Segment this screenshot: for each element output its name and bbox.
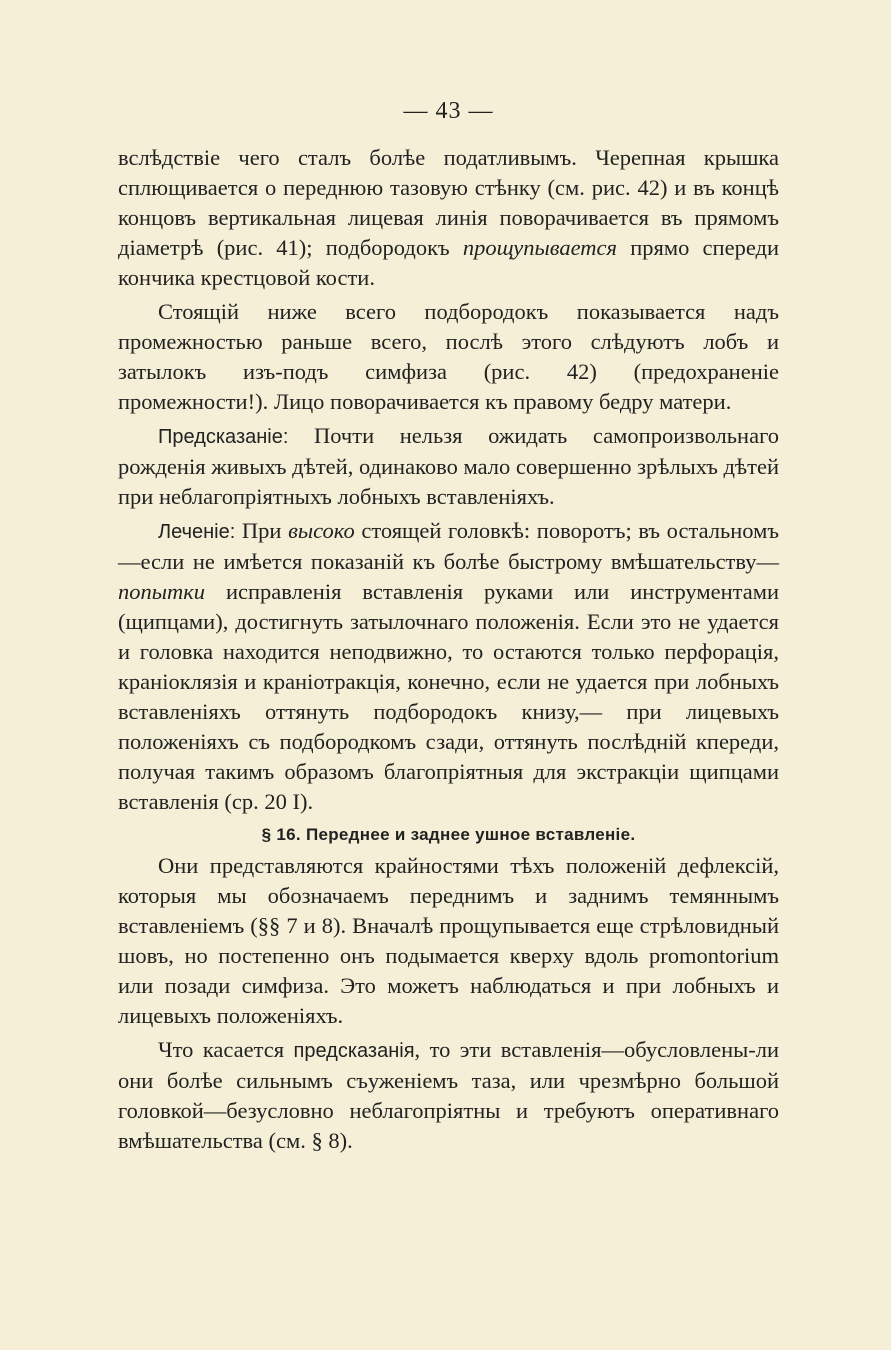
treatment-label: Леченіе: — [158, 521, 236, 543]
paragraph-delivery — [118, 297, 779, 417]
paragraph-prognosis — [118, 421, 779, 512]
paragraph-text: вслѣдствіе чего сталъ болѣе податливымъ. Черепная крышка сплющивается о переднюю тазовую стѣнку (см. рис. 42) и въ концѣ концовъ вертикальная лицевая линія поворачивается въ прямомъ діаметрѣ (рис. 41); подбородокъ — [118, 145, 779, 260]
page-number: — 43 — — [403, 98, 494, 124]
emphasis-text: попытки — [118, 579, 206, 604]
paragraph-text: При — [235, 518, 289, 543]
prognosis-label-inline: предсказанія — [293, 1040, 415, 1062]
paragraph-text: Они представляются крайностями тѣхъ положеній дефлексій, которыя мы обозначаемъ переднимъ и заднимъ темяннымъ вставленіемъ (§§ 7 и 8). Вначалѣ прощупывается еще стрѣловидный шовъ, но постепенно онъ подымается кверху вдоль promontorium или позади симфиза. Это можетъ наблюдаться и при лобныхъ и лицевыхъ положеніяхъ. — [118, 853, 779, 1028]
paragraph-ear-presentation — [118, 851, 779, 1031]
paragraph-treatment — [118, 516, 779, 817]
section-heading: § 16. Переднее и заднее ушное вставленіе. — [261, 825, 636, 844]
paragraph-text: Почти нельзя ожидать самопроизвольнаго рожденія живыхъ дѣтей, одинаково мало совершенно зрѣлыхъ дѣтей при неблагопріятныхъ лобныхъ вставленіяхъ. — [118, 423, 779, 509]
paragraph-text: исправленія вставленія руками или инструментами (щипцами), достигнуть затылочнаго положенія. Если это не удается и головка находится неподвижно, то остаются только перфорація, краніоклязія и краніотракція, конечно, если не удается при лобныхъ вставленіяхъ оттянуть подбородокъ книзу,— при лицевыхъ положеніяхъ съ подбородкомъ сзади, оттянуть послѣдній кпереди, получая такимъ образомъ благопріятныя для экстракціи щипцами вставленія (ср. 20 I). — [118, 579, 779, 814]
prognosis-label: Предсказаніе: — [158, 426, 289, 448]
paragraph-text: Что касается — [158, 1037, 294, 1062]
paragraph-text: , то эти вставленія—обусловлены-ли они болѣе сильнымъ съуженіемъ таза, или чрезмѣрно большой головкой—безусловно неблагопріятны и требуютъ оперативнаго вмѣшательства (см. § 8). — [118, 1037, 780, 1153]
paragraph-text: Стоящій ниже всего подбородокъ показывается надъ промежностью раньше всего, послѣ этого слѣдуютъ лобъ и затылокъ изъ-подъ симфиза (рис. 42) (предохраненіе промежности!). Лицо поворачивается къ правому бедру матери. — [118, 299, 779, 414]
paragraph-ear-prognosis — [118, 1035, 779, 1156]
emphasis-text: прощупывается — [462, 235, 618, 260]
paragraph-text: стоящей головкѣ: поворотъ; въ остальномъ—если не имѣется показаній къ болѣе быстрому вмѣшательству— — [118, 518, 779, 574]
paragraph-text: прямо спереди кончика крестцовой кости. — [118, 235, 779, 290]
paragraph-continuation — [118, 143, 779, 293]
emphasis-text: высоко — [288, 518, 355, 543]
